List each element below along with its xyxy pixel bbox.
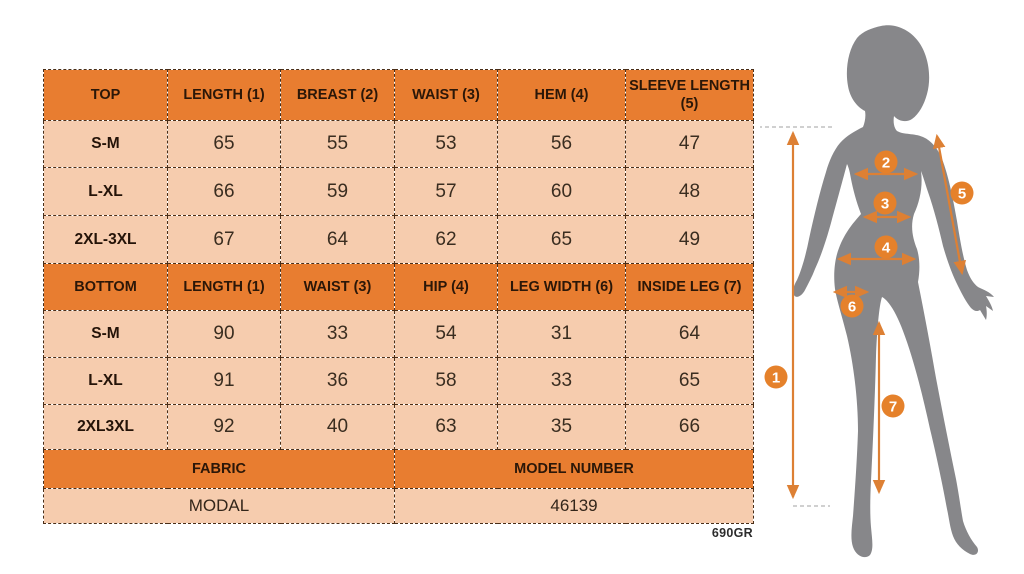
measure-cell: 60 [498,168,626,216]
measure-cell: 36 [281,358,395,405]
measure-cell: 31 [498,311,626,358]
top-header-cell: SLEEVE LENGTH (5) [626,70,754,121]
marker-6 [841,295,864,318]
measure-cell: 65 [498,216,626,264]
measure-cell: 33 [498,358,626,405]
bottom-header-cell: LEG WIDTH (6) [498,264,626,311]
measure-cell: 90 [168,311,281,358]
top-header-row [44,70,754,121]
size-label: L-XL [44,358,168,405]
measure-cell: 40 [281,405,395,450]
measure-cell: 92 [168,405,281,450]
bottom-header-cell: BOTTOM [44,264,168,311]
svg-text:3: 3 [880,195,890,213]
model-number-value-cell: 46139 [395,489,754,524]
table-row [44,121,754,168]
footer-header-row [44,450,754,489]
marker-2 [875,151,898,174]
measure-cell: 55 [281,121,395,168]
marker-7 [882,395,905,418]
top-header-cell: BREAST (2) [281,70,395,121]
svg-text:5: 5 [957,185,967,203]
measure-cell: 58 [395,358,498,405]
table-row [44,168,754,216]
bottom-header-cell: INSIDE LEG (7) [626,264,754,311]
measure-cell: 64 [281,216,395,264]
measure-cell: 65 [168,121,281,168]
measure-cell: 35 [498,405,626,450]
woman-silhouette [793,25,994,557]
table-row [44,405,754,450]
size-label: 2XL3XL [44,405,168,450]
top-header-cell: WAIST (3) [395,70,498,121]
figure-svg [760,0,1024,574]
top-header-cell: LENGTH (1) [168,70,281,121]
measure-cell: 66 [626,405,754,450]
marker-1 [765,366,788,389]
measure-cell: 48 [626,168,754,216]
top-header-cell: TOP [44,70,168,121]
measure-cell: 53 [395,121,498,168]
size-table [43,69,754,524]
measure-cell: 65 [626,358,754,405]
table-row [44,358,754,405]
measure-cell: 63 [395,405,498,450]
size-label: S-M [44,121,168,168]
bottom-header-cell: WAIST (3) [281,264,395,311]
measure-cell: 54 [395,311,498,358]
measure-cell: 59 [281,168,395,216]
table-row [44,216,754,264]
measure-cell: 57 [395,168,498,216]
measurement-figure [760,0,1024,574]
footer-value-row [44,489,754,524]
measure-cell: 66 [168,168,281,216]
fabric-value-cell: MODAL [44,489,395,524]
measure-cell: 91 [168,358,281,405]
bottom-header-cell: HIP (4) [395,264,498,311]
marker-4 [875,236,898,259]
top-header-cell: HEM (4) [498,70,626,121]
size-label: 2XL-3XL [44,216,168,264]
svg-text:7: 7 [888,398,898,416]
measure-cell: 64 [626,311,754,358]
svg-text:6: 6 [847,298,857,316]
svg-text:4: 4 [881,239,891,257]
measure-cell: 47 [626,121,754,168]
model-number-header-cell: MODEL NUMBER [395,450,754,489]
measure-cell: 49 [626,216,754,264]
product-code-label: 690GR [711,526,753,540]
marker-5 [951,182,974,205]
svg-text:2: 2 [881,154,891,172]
bottom-header-cell: LENGTH (1) [168,264,281,311]
table-row [44,311,754,358]
size-label: S-M [44,311,168,358]
measure-cell: 62 [395,216,498,264]
measure-cell: 56 [498,121,626,168]
fabric-header-cell: FABRIC [44,450,395,489]
measure-cell: 67 [168,216,281,264]
marker-3 [874,192,897,215]
bottom-header-row [44,264,754,311]
svg-text:1: 1 [771,369,781,387]
measure-cell: 33 [281,311,395,358]
size-label: L-XL [44,168,168,216]
